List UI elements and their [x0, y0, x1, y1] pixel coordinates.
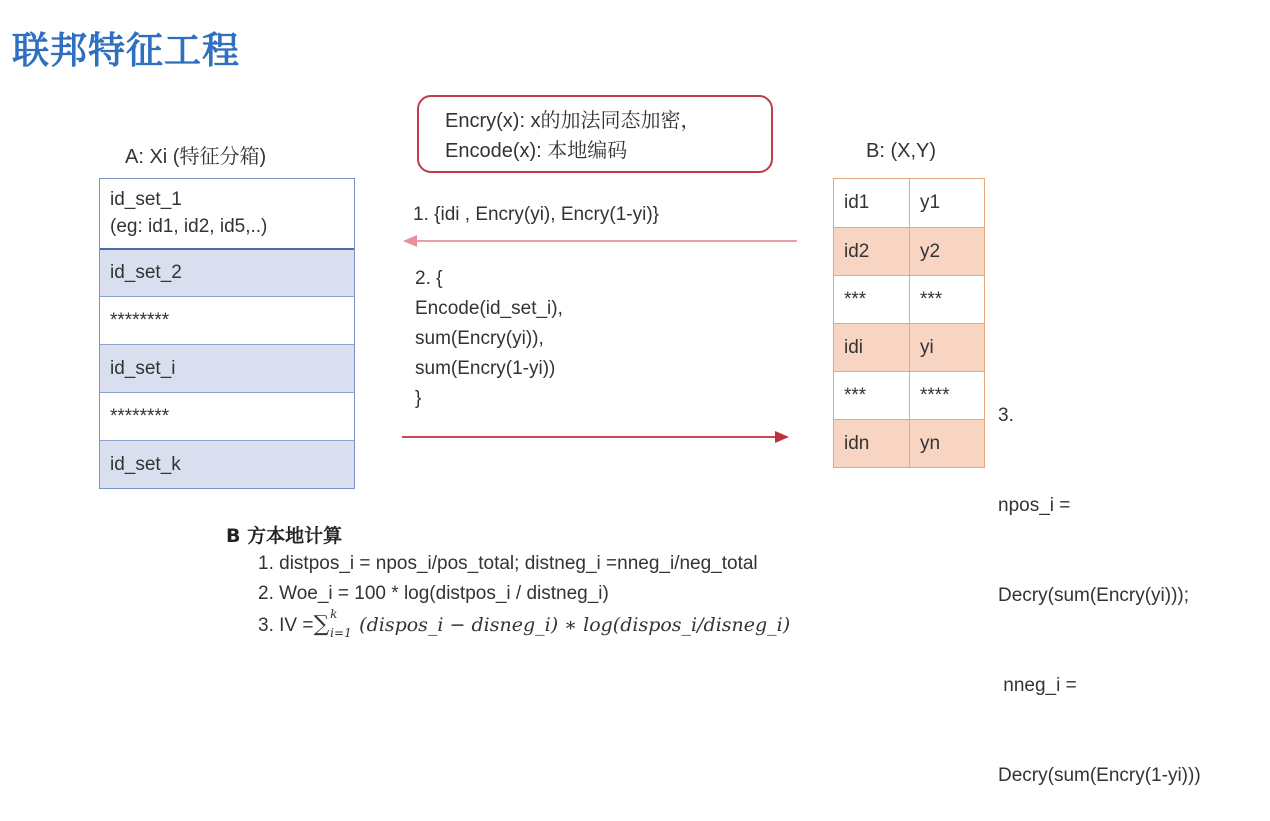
step-3-line: Decry(sum(Encry(1-yi))) [998, 765, 1201, 786]
party-b-id-cell: id2 [844, 240, 870, 262]
party-b-label: B: (X,Y) [866, 140, 937, 162]
party-a-row-label: ******** [110, 309, 170, 331]
step-3-line: Decry(sum(Encry(yi))); [998, 585, 1190, 606]
party-b-y-cell: yn [909, 420, 984, 467]
sum-symbol: ∑ [313, 612, 330, 637]
party-b-y-cell: yi [909, 324, 984, 371]
party-a-row-label: id_set_2 [110, 262, 182, 283]
party-b-id-cell: id1 [844, 192, 870, 213]
formula-1: 1. distpos_i = npos_i/pos_total; distneg_i =nneg_i/neg_total [258, 553, 758, 574]
note-line-2: Encode(x): 本地编码 [445, 140, 628, 162]
step-2-message [415, 264, 563, 414]
step-2-line: 2. { [415, 268, 443, 289]
party-b-id-cell: *** [844, 288, 867, 310]
step-2-line: Encode(id_set_i), [415, 298, 563, 319]
sum-upper-limit: k [330, 606, 338, 621]
step-3-line: 3. [998, 405, 1014, 426]
party-a-row-label: ******** [110, 405, 170, 427]
arrow-a-to-b [402, 431, 789, 443]
step-3-line: nneg_i = [998, 675, 1077, 696]
step-3-line: npos_i = [998, 495, 1071, 516]
formula-3-prefix: 3. IV = [258, 615, 314, 636]
page-title: 联邦特征工程 [12, 29, 240, 72]
arrow-b-to-a [403, 235, 797, 247]
party-b-y-cell: y1 [909, 179, 984, 227]
step-2-line: sum(Encry(1-yi)) [415, 358, 556, 379]
party-b-id-cell: *** [844, 384, 867, 406]
party-b-id-cell: idi [844, 336, 864, 358]
party-b-id-cell: idn [844, 432, 870, 454]
sum-lower-limit: i=1 [330, 625, 352, 640]
formula-3 [258, 606, 791, 640]
party-b-y-cell: **** [909, 372, 984, 419]
party-b-y-cell: *** [909, 276, 984, 323]
step-2-line: } [415, 388, 422, 409]
step-3-message [998, 341, 1201, 821]
party-a-label: A: Xi (特征分箱) [125, 146, 267, 168]
party-a-row-label: id_set_i [110, 357, 176, 379]
party-a-row-label: id_set_1 [110, 189, 182, 210]
step-1-message: 1. {idi , Encry(yi), Encry(1-yi)} [413, 204, 659, 225]
formula-3-expression: (dispos_i − disneg_i) ∗ log(dispos_i/disneg_i) [359, 614, 791, 636]
step-2-line: sum(Encry(yi)), [415, 328, 544, 349]
party-a-row-example: (eg: id1, id2, id5,..) [110, 216, 268, 237]
note-line-1: Encry(x): x的加法同态加密， [445, 110, 701, 132]
local-computation-heading: B 方本地计算 [226, 525, 343, 547]
formula-2: 2. Woe_i = 100 * log(distpos_i / distneg_i) [258, 583, 609, 604]
party-b-y-cell: y2 [909, 228, 984, 275]
sum-limits [329, 606, 359, 640]
party-a-row-label: id_set_k [110, 453, 181, 475]
